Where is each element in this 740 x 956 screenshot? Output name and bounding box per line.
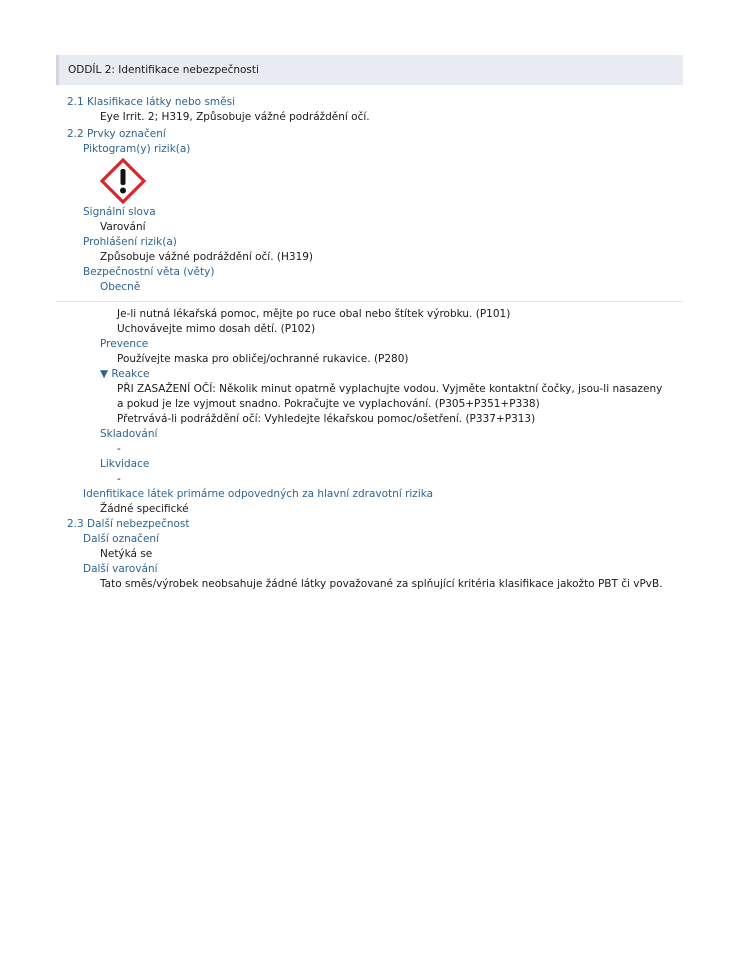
s23-heading: 2.3 Další nebezpečnost [67,518,190,530]
section-title: ODDÍL 2: Identifikace nebezpečnosti [68,64,259,76]
hazard-statement-value: Způsobuje vážné podráždění očí. (H319) [100,251,314,263]
hazard-statement-label: Prohlášení rizik(a) [83,236,177,248]
signal-words-value: Varování [100,221,146,233]
other-warning-label: Další varování [83,563,158,575]
ghs-exclamation-icon [99,157,147,205]
other-warning-value: Tato směs/výrobek neobsahuje žádné látky považované za splňující kritéria klasifikace jakožto PBT či vPvB. [100,578,663,590]
general-label: Obecně [100,281,141,293]
prevention-line: Používejte maska pro obličej/ochranné rukavice. (P280) [117,353,409,365]
reaction-line: Přetrvává-li podráždění očí: Vyhledejte lékařskou pomoc/ošetření. (P337+P313) [117,413,536,425]
reaction-line: PŘI ZASAŽENÍ OČÍ: Několik minut opatrně vyplachujte vodou. Vyjměte kontaktní čočky, jsou-li nasazeny [117,383,663,395]
section-header [56,55,683,85]
general-line: Je-li nutná lékařská pomoc, mějte po ruce obal nebo štítek výrobku. (P101) [117,308,511,320]
reaction-toggle[interactable]: ▼ Reakce [100,368,150,380]
other-labelling-value: Netýká se [100,548,153,560]
disposal-label: Likvidace [100,458,150,470]
identification-value: Žádné specifické [100,503,189,515]
prevention-label: Prevence [100,338,149,350]
storage-label: Skladování [100,428,158,440]
pictogram-label: Piktogram(y) rizik(a) [83,143,191,155]
s21-heading: 2.1 Klasifikace látky nebo směsi [67,96,235,108]
divider [56,301,683,302]
signal-words-label: Signální slova [83,206,156,218]
other-labelling-label: Další označení [83,533,159,545]
precautionary-label: Bezpečnostní věta (věty) [83,266,215,278]
storage-value: - [117,443,121,455]
s21-classification: Eye Irrit. 2; H319, Způsobuje vážné podráždění očí. [100,111,370,123]
general-line: Uchovávejte mimo dosah dětí. (P102) [117,323,316,335]
identification-label: Idenfitikace látek primárne odpovedných za hlavní zdravotní rizika [83,488,434,500]
s22-heading: 2.2 Prvky označení [67,128,166,140]
reaction-line: a pokud je lze vyjmout snadno. Pokračujte ve vyplachování. (P305+P351+P338) [117,398,540,410]
disposal-value: - [117,473,121,485]
